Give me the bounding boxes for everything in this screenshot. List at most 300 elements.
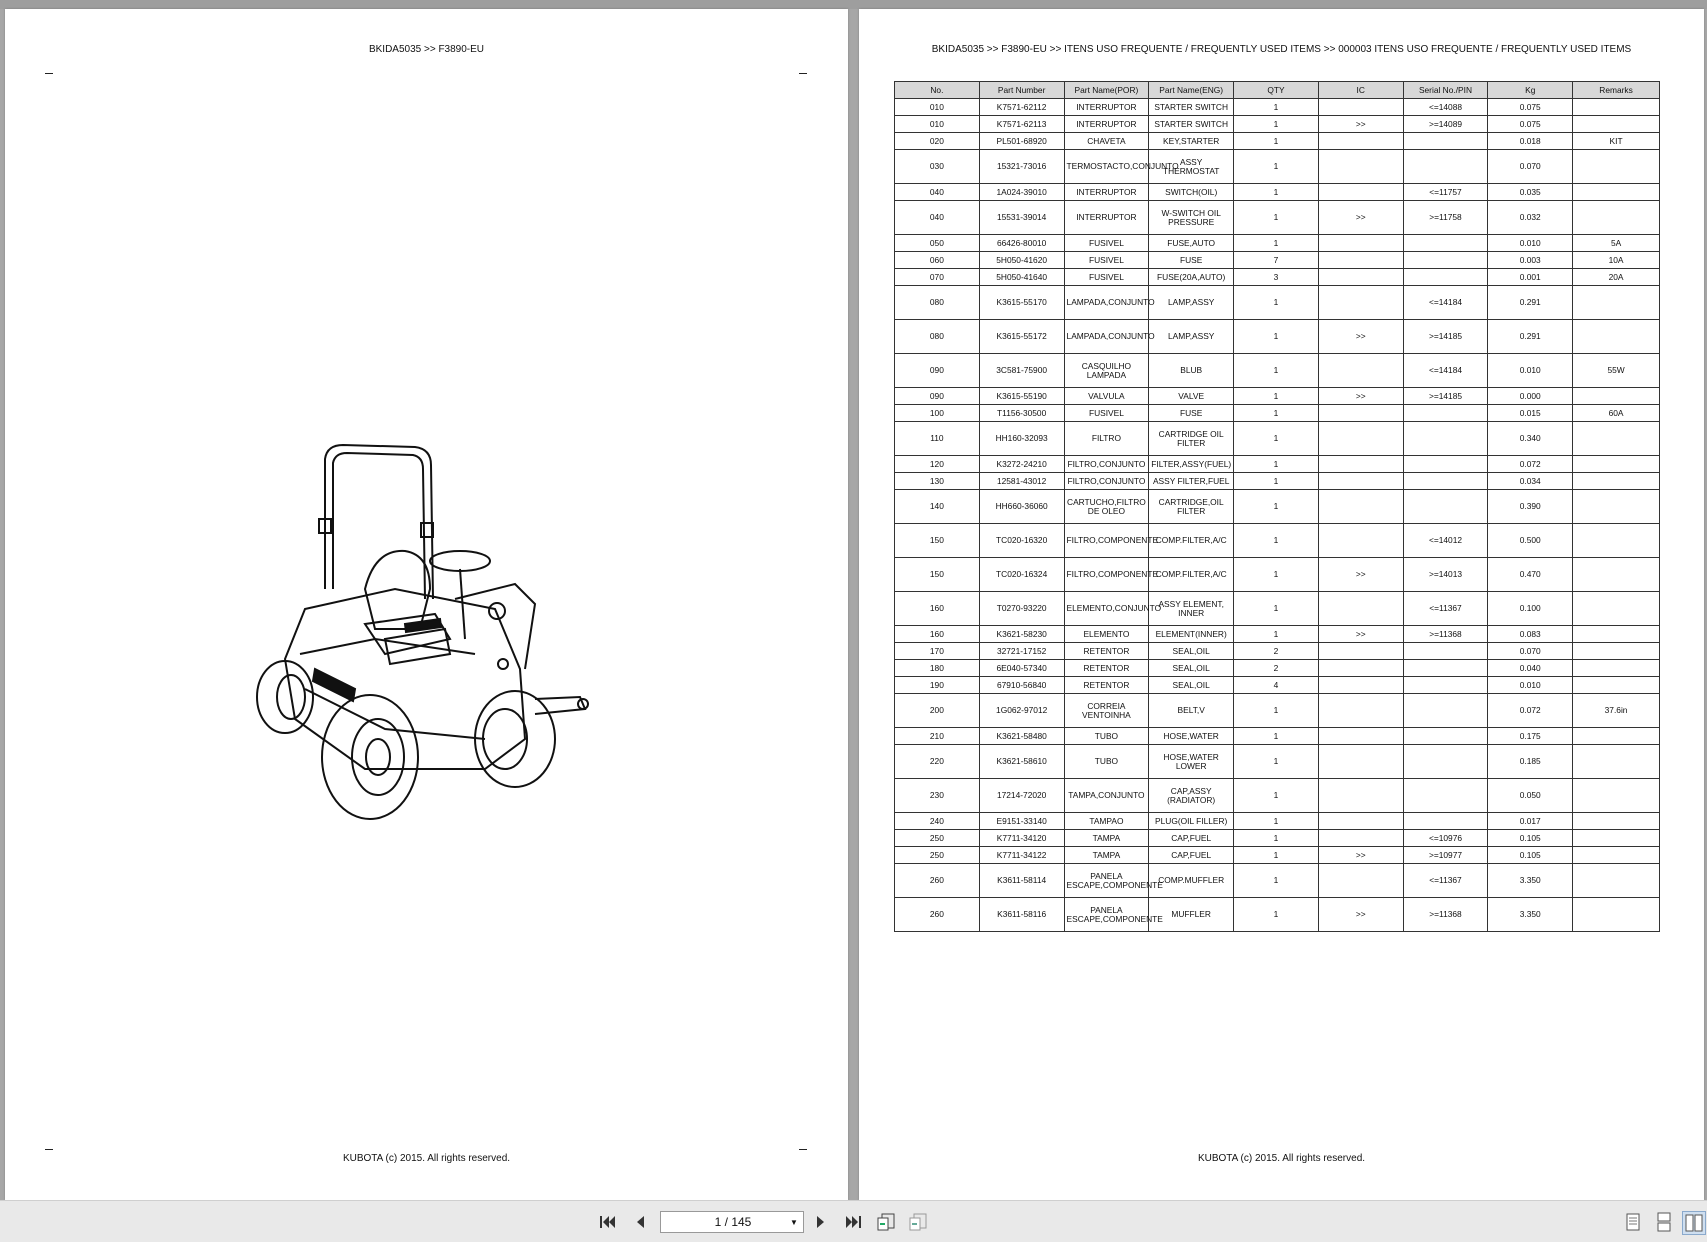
table-cell: >> — [1318, 626, 1403, 643]
table-cell: CARTRIDGE,OIL FILTER — [1149, 490, 1234, 524]
table-row — [895, 694, 1660, 728]
table-cell — [1318, 184, 1403, 201]
table-cell: 1 — [1234, 864, 1319, 898]
table-cell: 0.185 — [1488, 745, 1573, 779]
table-cell: PL501-68920 — [979, 133, 1064, 150]
table-cell: 090 — [895, 388, 980, 405]
table-cell: 0.075 — [1488, 116, 1573, 133]
table-cell — [1573, 830, 1660, 847]
table-cell — [1573, 643, 1660, 660]
table-cell — [1573, 677, 1660, 694]
table-cell: FUSE,AUTO — [1149, 235, 1234, 252]
table-cell: 0.070 — [1488, 150, 1573, 184]
table-cell: 0.390 — [1488, 490, 1573, 524]
table-cell: K7711-34120 — [979, 830, 1064, 847]
table-row — [895, 184, 1660, 201]
table-cell: 260 — [895, 864, 980, 898]
table-cell: >=10977 — [1403, 847, 1488, 864]
table-cell — [1573, 99, 1660, 116]
table-cell: 0.340 — [1488, 422, 1573, 456]
table-cell — [1573, 473, 1660, 490]
table-cell: SEAL,OIL — [1149, 643, 1234, 660]
table-cell: <=14184 — [1403, 354, 1488, 388]
table-cell — [1403, 269, 1488, 286]
table-row — [895, 677, 1660, 694]
table-cell: 1 — [1234, 388, 1319, 405]
table-cell — [1403, 643, 1488, 660]
table-row — [895, 456, 1660, 473]
table-cell: 0.018 — [1488, 133, 1573, 150]
table-row — [895, 864, 1660, 898]
table-cell: K3621-58230 — [979, 626, 1064, 643]
table-cell — [1318, 99, 1403, 116]
table-row — [895, 252, 1660, 269]
table-cell: >> — [1318, 898, 1403, 932]
crop-mark — [799, 73, 807, 74]
table-cell: 1 — [1234, 405, 1319, 422]
table-row — [895, 898, 1660, 932]
table-cell — [1573, 422, 1660, 456]
table-row — [895, 847, 1660, 864]
table-cell: 190 — [895, 677, 980, 694]
fit-page-button[interactable] — [875, 1211, 897, 1233]
table-cell: 0.083 — [1488, 626, 1573, 643]
table-cell: TUBO — [1064, 728, 1149, 745]
table-cell: 1 — [1234, 558, 1319, 592]
table-row — [895, 201, 1660, 235]
table-cell: W-SWITCH OIL PRESSURE — [1149, 201, 1234, 235]
table-cell — [1573, 201, 1660, 235]
table-cell: 050 — [895, 235, 980, 252]
table-cell: 1 — [1234, 626, 1319, 643]
table-cell: INTERRUPTOR — [1064, 201, 1149, 235]
table-cell: 0.500 — [1488, 524, 1573, 558]
table-cell: 200 — [895, 694, 980, 728]
table-cell — [1573, 388, 1660, 405]
table-cell: <=14184 — [1403, 286, 1488, 320]
table-cell — [1318, 252, 1403, 269]
table-cell: PLUG(OIL FILLER) — [1149, 813, 1234, 830]
table-cell: <=14088 — [1403, 99, 1488, 116]
table-cell — [1403, 252, 1488, 269]
table-cell: SEAL,OIL — [1149, 660, 1234, 677]
table-row — [895, 133, 1660, 150]
table-cell — [1573, 150, 1660, 184]
table-cell — [1318, 422, 1403, 456]
table-cell — [1403, 456, 1488, 473]
table-cell — [1573, 320, 1660, 354]
table-cell — [1573, 779, 1660, 813]
table-cell: COMP.MUFFLER — [1149, 864, 1234, 898]
table-cell: 110 — [895, 422, 980, 456]
table-cell: 1 — [1234, 116, 1319, 133]
table-cell: 250 — [895, 847, 980, 864]
table-cell: CHAVETA — [1064, 133, 1149, 150]
crop-mark — [45, 73, 53, 74]
table-cell: 2 — [1234, 643, 1319, 660]
table-cell: 1 — [1234, 898, 1319, 932]
table-cell: TAMPA — [1064, 847, 1149, 864]
table-cell: >> — [1318, 847, 1403, 864]
table-cell: RETENTOR — [1064, 677, 1149, 694]
table-cell — [1403, 133, 1488, 150]
column-header: QTY — [1234, 82, 1319, 99]
continuous-view-button[interactable] — [1653, 1211, 1675, 1233]
table-cell — [1318, 133, 1403, 150]
table-row — [895, 745, 1660, 779]
table-cell — [1573, 116, 1660, 133]
table-cell: 1 — [1234, 422, 1319, 456]
next-page-button[interactable] — [810, 1211, 832, 1233]
table-cell: 0.072 — [1488, 694, 1573, 728]
two-page-view-button[interactable] — [1682, 1211, 1706, 1235]
table-row — [895, 320, 1660, 354]
table-cell — [1318, 405, 1403, 422]
table-cell: FILTRO — [1064, 422, 1149, 456]
table-cell — [1403, 813, 1488, 830]
table-cell: 1 — [1234, 813, 1319, 830]
left-page-header: BKIDA5035 >> F3890-EU — [368, 44, 485, 55]
table-cell: FILTRO,COMPONENTE — [1064, 524, 1149, 558]
column-header: No. — [895, 82, 980, 99]
crop-mark — [799, 1149, 807, 1150]
table-cell — [1573, 286, 1660, 320]
table-cell — [1318, 728, 1403, 745]
table-cell: K3615-55172 — [979, 320, 1064, 354]
table-cell: FILTRO,COMPONENTE — [1064, 558, 1149, 592]
table-cell — [1318, 779, 1403, 813]
table-cell: 1 — [1234, 150, 1319, 184]
table-cell — [1573, 847, 1660, 864]
table-cell: 0.034 — [1488, 473, 1573, 490]
table-cell: INTERRUPTOR — [1064, 184, 1149, 201]
table-cell: 1A024-39010 — [979, 184, 1064, 201]
table-cell: 0.010 — [1488, 235, 1573, 252]
table-cell — [1403, 745, 1488, 779]
table-cell: FUSIVEL — [1064, 269, 1149, 286]
table-cell: HOSE,WATER — [1149, 728, 1234, 745]
table-cell: ELEMENTO,CONJUNTO — [1064, 592, 1149, 626]
table-cell: 0.000 — [1488, 388, 1573, 405]
table-cell: 0.050 — [1488, 779, 1573, 813]
table-cell — [1573, 745, 1660, 779]
table-row — [895, 405, 1660, 422]
table-cell: BELT,V — [1149, 694, 1234, 728]
table-row — [895, 354, 1660, 388]
table-cell: K3615-55170 — [979, 286, 1064, 320]
table-cell: PANELA ESCAPE,COMPONENTE — [1064, 898, 1149, 932]
table-cell — [1403, 235, 1488, 252]
table-cell: TAMPA,CONJUNTO — [1064, 779, 1149, 813]
table-cell: 3.350 — [1488, 864, 1573, 898]
table-row — [895, 269, 1660, 286]
table-cell: K7571-62112 — [979, 99, 1064, 116]
table-cell: T1156-30500 — [979, 405, 1064, 422]
left-page-footer: KUBOTA (c) 2015. All rights reserved. — [342, 1153, 511, 1164]
table-cell: K7571-62113 — [979, 116, 1064, 133]
table-cell: 3.350 — [1488, 898, 1573, 932]
table-cell: CASQUILHO LAMPADA — [1064, 354, 1149, 388]
table-cell: <=11367 — [1403, 592, 1488, 626]
table-cell: 120 — [895, 456, 980, 473]
table-cell — [1573, 490, 1660, 524]
table-cell: 1 — [1234, 592, 1319, 626]
table-cell — [1403, 677, 1488, 694]
table-row — [895, 830, 1660, 847]
parts-table — [894, 81, 1660, 932]
table-cell — [1403, 660, 1488, 677]
table-cell — [1318, 660, 1403, 677]
viewer-toolbar — [0, 1200, 1707, 1242]
table-cell: >> — [1318, 320, 1403, 354]
page-indicator: 1 / 145 — [714, 1215, 752, 1229]
table-cell — [1403, 473, 1488, 490]
table-cell — [1318, 592, 1403, 626]
table-cell: TC020-16320 — [979, 524, 1064, 558]
single-page-view-icon — [1625, 1212, 1641, 1232]
table-cell — [1318, 677, 1403, 694]
table-cell: 1 — [1234, 235, 1319, 252]
table-cell: 20A — [1573, 269, 1660, 286]
table-cell: INTERRUPTOR — [1064, 116, 1149, 133]
table-cell — [1318, 813, 1403, 830]
table-cell — [1573, 558, 1660, 592]
table-cell: 5H050-41620 — [979, 252, 1064, 269]
table-cell: FUSIVEL — [1064, 405, 1149, 422]
table-cell: 12581-43012 — [979, 473, 1064, 490]
table-cell — [1318, 694, 1403, 728]
table-cell: 5A — [1573, 235, 1660, 252]
table-cell: 070 — [895, 269, 980, 286]
table-cell: 0.017 — [1488, 813, 1573, 830]
continuous-view-icon — [1656, 1212, 1672, 1232]
prev-page-button[interactable] — [629, 1211, 651, 1233]
fit-width-button[interactable] — [907, 1211, 929, 1233]
table-cell: K7711-34122 — [979, 847, 1064, 864]
table-cell: 160 — [895, 626, 980, 643]
table-row — [895, 150, 1660, 184]
table-cell: BLUB — [1149, 354, 1234, 388]
table-cell: >> — [1318, 558, 1403, 592]
table-cell: >=11368 — [1403, 898, 1488, 932]
table-cell — [1403, 694, 1488, 728]
table-cell: LAMPADA,CONJUNTO — [1064, 286, 1149, 320]
table-cell: PANELA ESCAPE,COMPONENTE — [1064, 864, 1149, 898]
table-cell: 1 — [1234, 133, 1319, 150]
table-cell: STARTER SWITCH — [1149, 99, 1234, 116]
table-cell: ASSY THERMOSTAT — [1149, 150, 1234, 184]
right-page — [859, 9, 1704, 1200]
fit-page-icon — [876, 1212, 896, 1232]
single-page-view-button[interactable] — [1622, 1211, 1644, 1233]
table-cell: 090 — [895, 354, 980, 388]
table-cell: 1 — [1234, 354, 1319, 388]
table-row — [895, 558, 1660, 592]
table-cell — [1318, 490, 1403, 524]
table-cell: 0.015 — [1488, 405, 1573, 422]
table-cell: 4 — [1234, 677, 1319, 694]
table-cell: 0.105 — [1488, 847, 1573, 864]
table-cell — [1573, 660, 1660, 677]
next-page-icon — [814, 1214, 828, 1230]
column-header: Kg — [1488, 82, 1573, 99]
table-cell: 1 — [1234, 184, 1319, 201]
table-cell: >=14013 — [1403, 558, 1488, 592]
table-cell: 030 — [895, 150, 980, 184]
table-cell: 0.035 — [1488, 184, 1573, 201]
table-cell: ELEMENTO — [1064, 626, 1149, 643]
table-cell: 100 — [895, 405, 980, 422]
table-cell: K3615-55190 — [979, 388, 1064, 405]
dropdown-icon[interactable]: ▼ — [790, 1217, 798, 1227]
table-body — [895, 99, 1660, 932]
table-cell: SEAL,OIL — [1149, 677, 1234, 694]
table-cell: LAMPADA,CONJUNTO — [1064, 320, 1149, 354]
column-header: Part Number — [979, 82, 1064, 99]
table-row — [895, 473, 1660, 490]
table-cell: 0.100 — [1488, 592, 1573, 626]
table-cell: K3621-58480 — [979, 728, 1064, 745]
table-cell — [1403, 405, 1488, 422]
table-cell: LAMP,ASSY — [1149, 286, 1234, 320]
table-cell: 55W — [1573, 354, 1660, 388]
table-cell: >> — [1318, 201, 1403, 235]
table-cell: 220 — [895, 745, 980, 779]
table-row — [895, 643, 1660, 660]
page-number-field[interactable] — [660, 1211, 804, 1233]
table-header-row — [895, 82, 1660, 99]
table-cell: KEY,STARTER — [1149, 133, 1234, 150]
table-cell: 66426-80010 — [979, 235, 1064, 252]
table-cell: 1 — [1234, 99, 1319, 116]
table-cell: CORREIA VENTOINHA — [1064, 694, 1149, 728]
table-cell: 0.003 — [1488, 252, 1573, 269]
table-cell: 6E040-57340 — [979, 660, 1064, 677]
table-cell — [1318, 524, 1403, 558]
table-cell — [1318, 286, 1403, 320]
table-cell: 1 — [1234, 473, 1319, 490]
two-page-view-icon — [1685, 1213, 1703, 1233]
table-row — [895, 422, 1660, 456]
table-cell: 1 — [1234, 490, 1319, 524]
table-cell — [1573, 813, 1660, 830]
first-page-button[interactable] — [597, 1211, 619, 1233]
table-cell: 0.032 — [1488, 201, 1573, 235]
fit-width-icon — [908, 1212, 928, 1232]
table-row — [895, 626, 1660, 643]
first-page-icon — [599, 1214, 617, 1230]
table-cell: HH160-32093 — [979, 422, 1064, 456]
table-cell: 1 — [1234, 286, 1319, 320]
table-cell: CAP,ASSY (RADIATOR) — [1149, 779, 1234, 813]
table-cell — [1318, 473, 1403, 490]
table-cell: 0.105 — [1488, 830, 1573, 847]
table-cell — [1403, 779, 1488, 813]
table-cell: TUBO — [1064, 745, 1149, 779]
table-cell — [1403, 422, 1488, 456]
table-cell: <=10976 — [1403, 830, 1488, 847]
table-cell: 5H050-41640 — [979, 269, 1064, 286]
table-cell: 010 — [895, 99, 980, 116]
table-cell: 140 — [895, 490, 980, 524]
table-cell: FILTER,ASSY(FUEL) — [1149, 456, 1234, 473]
table-cell: 2 — [1234, 660, 1319, 677]
table-cell: >=11368 — [1403, 626, 1488, 643]
table-cell: 080 — [895, 286, 980, 320]
table-cell: LAMP,ASSY — [1149, 320, 1234, 354]
table-row — [895, 592, 1660, 626]
table-cell: 250 — [895, 830, 980, 847]
table-row — [895, 779, 1660, 813]
last-page-button[interactable] — [842, 1211, 864, 1233]
table-cell — [1573, 898, 1660, 932]
table-cell: 0.291 — [1488, 320, 1573, 354]
table-cell: SWITCH(OIL) — [1149, 184, 1234, 201]
table-cell: 010 — [895, 116, 980, 133]
table-cell: 040 — [895, 184, 980, 201]
table-cell: ASSY FILTER,FUEL — [1149, 473, 1234, 490]
table-cell — [1318, 456, 1403, 473]
table-cell: 3C581-75900 — [979, 354, 1064, 388]
table-row — [895, 813, 1660, 830]
table-row — [895, 388, 1660, 405]
table-cell: HH660-36060 — [979, 490, 1064, 524]
table-row — [895, 524, 1660, 558]
top-border — [0, 0, 1707, 9]
table-cell: 0.040 — [1488, 660, 1573, 677]
table-row — [895, 116, 1660, 133]
table-cell — [1318, 235, 1403, 252]
table-cell: 3 — [1234, 269, 1319, 286]
right-page-footer: KUBOTA (c) 2015. All rights reserved. — [1197, 1153, 1366, 1164]
table-cell: 1 — [1234, 456, 1319, 473]
table-cell: >=11758 — [1403, 201, 1488, 235]
table-cell: TAMPA — [1064, 830, 1149, 847]
table-cell: 17214-72020 — [979, 779, 1064, 813]
table-cell: STARTER SWITCH — [1149, 116, 1234, 133]
table-cell — [1318, 830, 1403, 847]
table-cell: 1 — [1234, 694, 1319, 728]
column-header: Part Name(ENG) — [1149, 82, 1234, 99]
table-cell — [1573, 626, 1660, 643]
table-cell: K3611-58114 — [979, 864, 1064, 898]
table-cell — [1318, 269, 1403, 286]
table-row — [895, 490, 1660, 524]
table-cell: <=11367 — [1403, 864, 1488, 898]
table-cell — [1573, 184, 1660, 201]
table-cell: 060 — [895, 252, 980, 269]
table-cell: FILTRO,CONJUNTO — [1064, 456, 1149, 473]
table-cell: 1 — [1234, 779, 1319, 813]
table-cell: 260 — [895, 898, 980, 932]
table-cell: ASSY ELEMENT, INNER — [1149, 592, 1234, 626]
table-cell: 0.291 — [1488, 286, 1573, 320]
column-header: IC — [1318, 82, 1403, 99]
table-cell: K3611-58116 — [979, 898, 1064, 932]
table-cell — [1573, 864, 1660, 898]
table-cell: >=14089 — [1403, 116, 1488, 133]
table-cell — [1573, 456, 1660, 473]
table-cell: 020 — [895, 133, 980, 150]
table-cell — [1403, 490, 1488, 524]
table-cell: E9151-33140 — [979, 813, 1064, 830]
table-cell: 67910-56840 — [979, 677, 1064, 694]
table-cell — [1403, 728, 1488, 745]
table-cell: 15531-39014 — [979, 201, 1064, 235]
table-row — [895, 660, 1660, 677]
table-cell: VALVULA — [1064, 388, 1149, 405]
table-cell: CARTUCHO,FILTRO DE OLEO — [1064, 490, 1149, 524]
